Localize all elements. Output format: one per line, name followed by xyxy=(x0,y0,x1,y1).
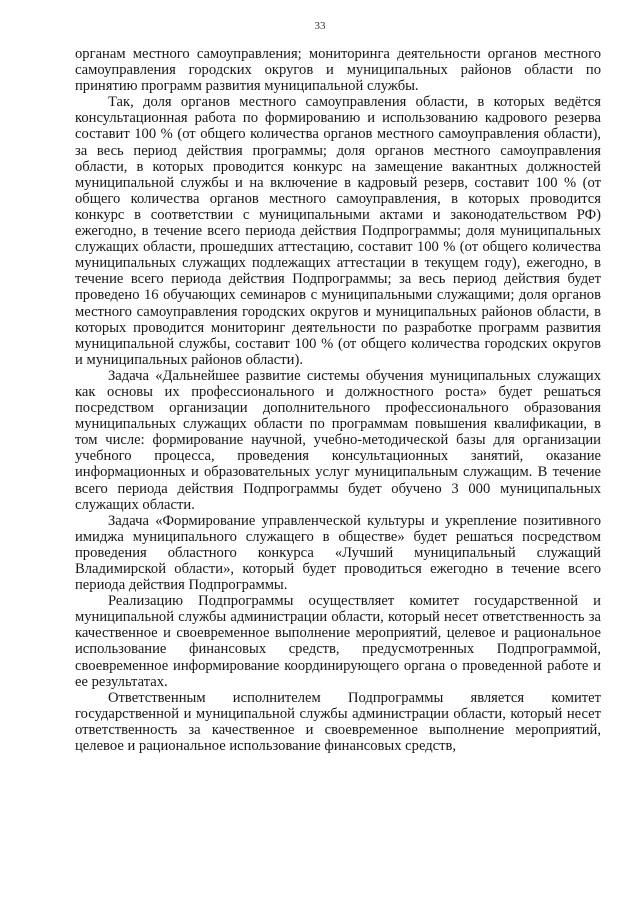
paragraph-1: органам местного самоуправления; мониторинга деятельности органов местного самоуправления городских округов и муниципальных районов области по принятию программ развития муниципальной службы. xyxy=(75,46,601,95)
paragraph-4: Задача «Формирование управленческой культуры и укрепление позитивного имиджа муниципального служащего в обществе» будет решаться посредством проведения областного конкурса «Лучший муниципальный служащий Владимирской области», который будет проводиться ежегодно в течение всего периода действия Подпрограммы. xyxy=(75,512,601,594)
paragraph-6: Ответственным исполнителем Подпрограммы является комитет государственной и муниципальной службы администрации области, который несет ответственность за качественное и своевременное выполнение мероприятий, целевое и рациональное использование финансовых средств, xyxy=(75,689,601,755)
paragraph-5: Реализацию Подпрограммы осуществляет комитет государственной и муниципальной службы администрации области, который несет ответственность за качественное и своевременное выполнение мероприятий, целевое и рациональное использование финансовых средств, предусмотренных Подпрограммой, своевременное информирование координирующего органа о проведенной работе и ее результатах. xyxy=(75,593,601,690)
document-body xyxy=(75,46,601,754)
paragraph-2: Так, доля органов местного самоуправления области, в которых ведётся консультационная работа по формированию и использованию кадрового резерва составит 100 % (от общего количества органов местного самоуправления области), за весь период действия программы; доля органов местного самоуправления области, в которых проводится конкурс на замещение вакантных должностей муниципальной службы и на включение в кадровый резерв, составит 100 % (от общего количества органов местного самоуправления, в которых проводится конкурс в соответствии с муниципальными актами и законодательством РФ) ежегодно, в течение всего периода действия Подпрограммы; доля муниципальных служащих области, прошедших аттестацию, составит 100 % (от общего количества муниципальных служащих подлежащих аттестации в текущем году), ежегодно, в течение всего периода действия Подпрограммы; за весь период действия будет проведено 16 обучающих семинаров с муниципальными служащими; доля органов местного самоуправления городских округов и муниципальных районов области, в которых проводится мониторинг деятельности по разработке программ развития муниципальной службы, составит 100 % (от общего количества городских округов и муниципальных районов области). xyxy=(75,94,601,368)
page-number: 33 xyxy=(314,20,326,32)
paragraph-3: Задача «Дальнейшее развитие системы обучения муниципальных служащих как основы их профессионального и должностного роста» будет решаться посредством организации дополнительного профессионального образования муниципальных служащих области по программам повышения квалификации, в том числе: формирование научной, учебно-методической базы для организации учебного процесса, проведения консультационных занятий, оказание информационных и образовательных услуг муниципальным служащим. В течение всего периода действия Подпрограммы будет обучено 3 000 муниципальных служащих области. xyxy=(75,367,601,513)
